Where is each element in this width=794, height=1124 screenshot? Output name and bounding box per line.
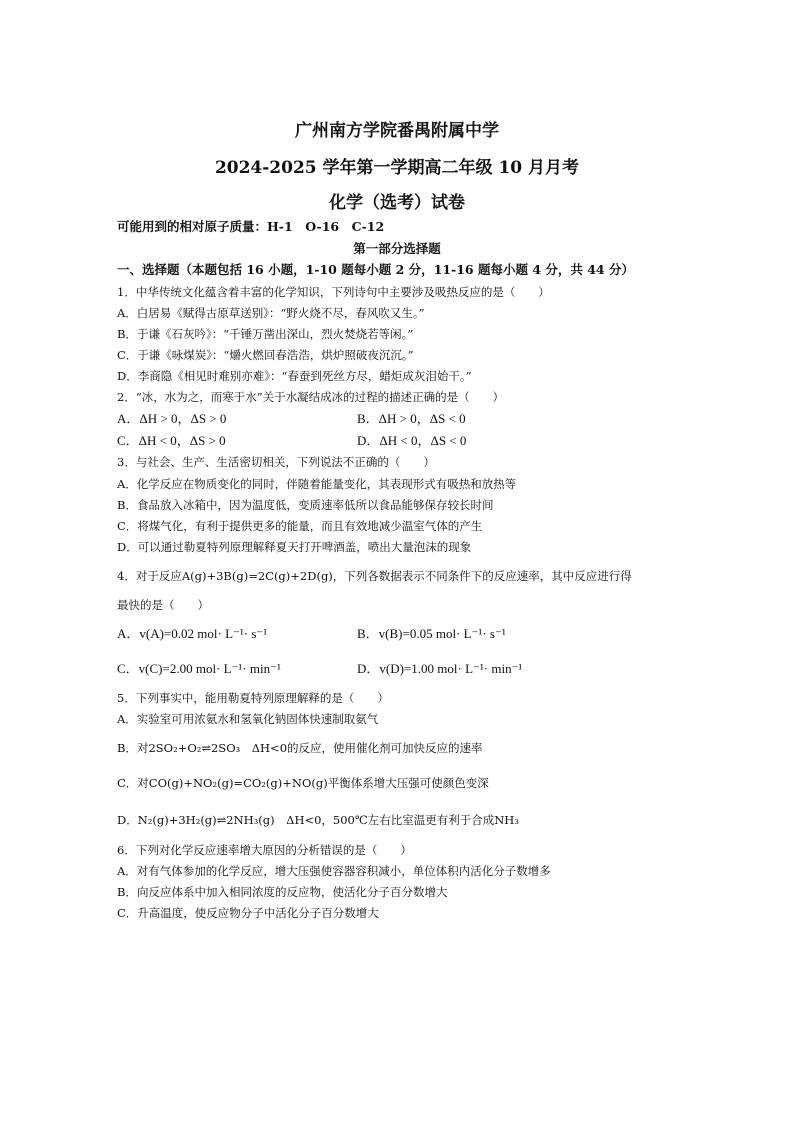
q4-option-a: A．v(A)=0.02 mol· L⁻¹· s⁻¹ (117, 626, 268, 641)
section-title: 一、选择题（本题包括 16 小题，1-10 题每小题 2 分，11-16 题每小题 4 分，共 44 分） (117, 262, 634, 277)
q4-option-b: B．v(B)=0.05 mol· L⁻¹· s⁻¹ (357, 626, 506, 641)
q3-option-d: D．可以通过勒夏特列原理解释夏天打开啤酒盖，喷出大量泡沫的现象 (117, 540, 472, 554)
q4-stem-cont: 最快的是（ ） (117, 598, 209, 612)
q1-option-a: A．白居易《赋得古原草送别》：“野火烧不尽，春风吹又生。” (117, 306, 425, 320)
q2-stem: 2．“冰，水为之，而寒于水”关于水凝结成冰的过程的描述正确的是（ ） (117, 390, 505, 404)
q1-stem: 1．中华传统文化蕴含着丰富的化学知识，下列诗句中主要涉及吸热反应的是（ ） (117, 285, 550, 299)
q5-option-b: B．对2SO₂+O₂⇌2SO₃ ΔH<0的反应，使用催化剂可加快反应的速率 (117, 741, 483, 755)
q5-option-d: D．N₂(g)+3H₂(g)⇌2NH₃(g) ΔH<0，500℃左右比室温更有利于合成NH₃ (117, 813, 519, 827)
q5-stem: 5．下列事实中，能用勒夏特列原理解释的是（ ） (117, 691, 389, 705)
q5-option-c: C．对CO(g)+NO₂(g)=CO₂(g)+NO(g)平衡体系增大压强可使颜色变深 (117, 776, 489, 790)
q3-option-a: A．化学反应在物质变化的同时，伴随着能量变化，其表现形式有吸热和放热等 (117, 477, 517, 491)
q2-option-a: A．ΔH > 0，ΔS > 0 (117, 411, 227, 426)
q3-stem: 3．与社会、生产、生活密切相关，下列说法不正确的（ ） (117, 455, 435, 469)
q2-option-c: C．ΔH < 0，ΔS > 0 (117, 433, 226, 448)
q1-option-c: C．于谦《咏煤炭》：“爝火燃回春浩浩，烘炉照破夜沉沉。” (117, 348, 414, 362)
q3-option-b: B．食品放入冰箱中，因为温度低，变质速率低所以食品能够保存较长时间 (117, 498, 494, 512)
q6-option-c: C．升高温度，使反应物分子中活化分子百分数增大 (117, 906, 379, 920)
q6-option-a: A．对有气体参加的化学反应，增大压强使容器容积减小，单位体积内活化分子数增多 (117, 864, 551, 878)
school-title: 广州南方学院番禺附属中学 (295, 121, 499, 141)
exam-title: 2024-2025 学年第一学期高二年级 10 月月考 (214, 158, 580, 178)
q3-option-c: C．将煤气化，有利于提供更多的能量，而且有效地减少温室气体的产生 (117, 519, 483, 533)
q2-option-b: B．ΔH > 0，ΔS < 0 (357, 411, 466, 426)
q4-stem: 4．对于反应A(g)+3B(g)=2C(g)+2D(g)，下列各数据表示不同条件下的反应速率，其中反应进行得 (117, 569, 632, 583)
q5-option-a: A．实验室可用浓氨水和氢氧化钠固体快速制取氨气 (117, 712, 379, 726)
q1-option-b: B．于谦《石灰吟》：“千锤万凿出深山，烈火焚烧若等闲。” (117, 327, 414, 341)
part-title: 第一部分选择题 (353, 241, 441, 256)
q1-option-d: D．李商隐《相见时难别亦难》：“春蚕到死丝方尽，蜡炬成灰泪始干。” (117, 369, 472, 383)
q6-option-b: B．向反应体系中加入相同浓度的反应物，使活化分子百分数增大 (117, 885, 448, 899)
atomic-mass-line: 可能用到的相对原子质量：H-1 O-16 C-12 (117, 219, 385, 234)
q4-option-c: C．v(C)=2.00 mol· L⁻¹· min⁻¹ (117, 661, 281, 676)
q2-option-d: D．ΔH < 0，ΔS < 0 (357, 433, 467, 448)
subject-title: 化学（选考）试卷 (329, 193, 465, 213)
q6-stem: 6．下列对化学反应速率增大原因的分析错误的是（ ） (117, 843, 412, 857)
q4-option-d: D．v(D)=1.00 mol· L⁻¹· min⁻¹ (357, 661, 523, 676)
